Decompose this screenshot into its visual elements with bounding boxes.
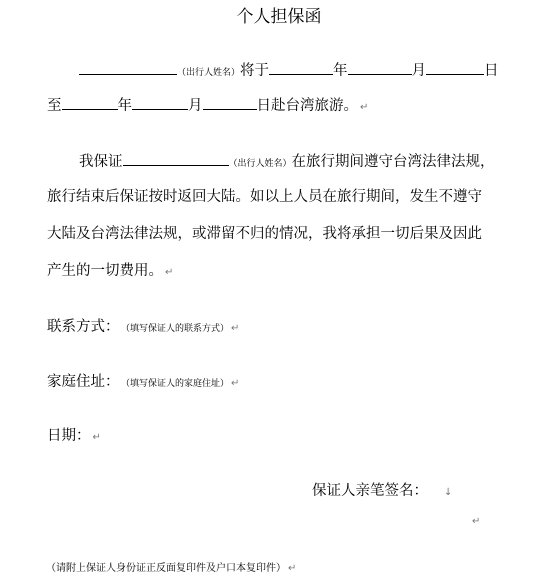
end-year-blank[interactable] [62,95,118,110]
para2-line3: 大陆及台湾法律法规，或滞留不归的情况，我将承担一切后果及因此 [47,226,482,242]
footer-note: （请附上保证人身份证正反面复印件及户口本复印件） [46,563,286,574]
return-mark-icon: ↵ [92,432,101,443]
para1-line1 [79,59,499,80]
to-text: 至 [47,98,62,114]
end-year-text: 年 [117,98,132,114]
start-day-blank[interactable] [426,60,484,75]
contact-label: 联系方式： [47,319,120,335]
guarantor-traveler-blank[interactable] [123,151,229,166]
return-mark-icon: ↵ [472,516,481,527]
start-year-blank[interactable] [269,60,333,75]
down-arrow-icon: ↓ [444,487,453,498]
para2-line4-text: 产生的一切费用。 [47,263,163,279]
para2-line1-rest: 在旅行期间遵守台湾法律法规， [291,154,495,170]
end-month-blank[interactable] [132,95,188,110]
date-row [47,424,101,445]
return-mark-icon: ↵ [231,378,240,389]
return-mark-icon: ↵ [288,563,297,574]
end-month-text: 月 [188,98,203,114]
traveler-name-blank[interactable] [79,60,177,75]
guarantor-traveler-hint: （出行人姓名） [228,159,292,169]
start-month-blank[interactable] [348,60,412,75]
return-mark-icon: ↵ [360,102,369,113]
document-title: 个人担保函 [236,7,322,27]
i-guarantee-text: 我保证 [79,154,123,170]
end-day-blank[interactable] [203,95,257,110]
para1-line2 [47,94,368,115]
traveler-name-hint: （出行人姓名） [177,68,241,78]
contact-hint[interactable]: （填写保证人的联系方式） [125,324,230,334]
para2-line2: 旅行结束后保证按时返回大陆。如以上人员在旅行期间，发生不遵守 [47,189,482,205]
will-on-text: 将于 [240,63,270,79]
signature-row [312,479,452,500]
go-taiwan-text: 日赴台湾旅游。 [256,98,358,114]
para2-line4 [47,259,173,280]
signature-label[interactable]: 保证人亲笔签名： [312,483,428,499]
para2-line1 [79,150,495,171]
return-mark-icon: ↵ [165,267,174,278]
year-text: 年 [333,63,348,79]
footer-note-row [46,559,296,574]
address-row [47,370,239,391]
contact-row [47,315,239,336]
address-hint[interactable]: （填写保证人的家庭住址） [125,379,230,389]
return-mark-icon: ↵ [231,323,240,334]
month-text: 月 [411,63,427,79]
date-label[interactable]: 日期： [47,428,91,444]
address-label: 家庭住址： [47,374,120,390]
day-text: 日 [484,63,499,79]
